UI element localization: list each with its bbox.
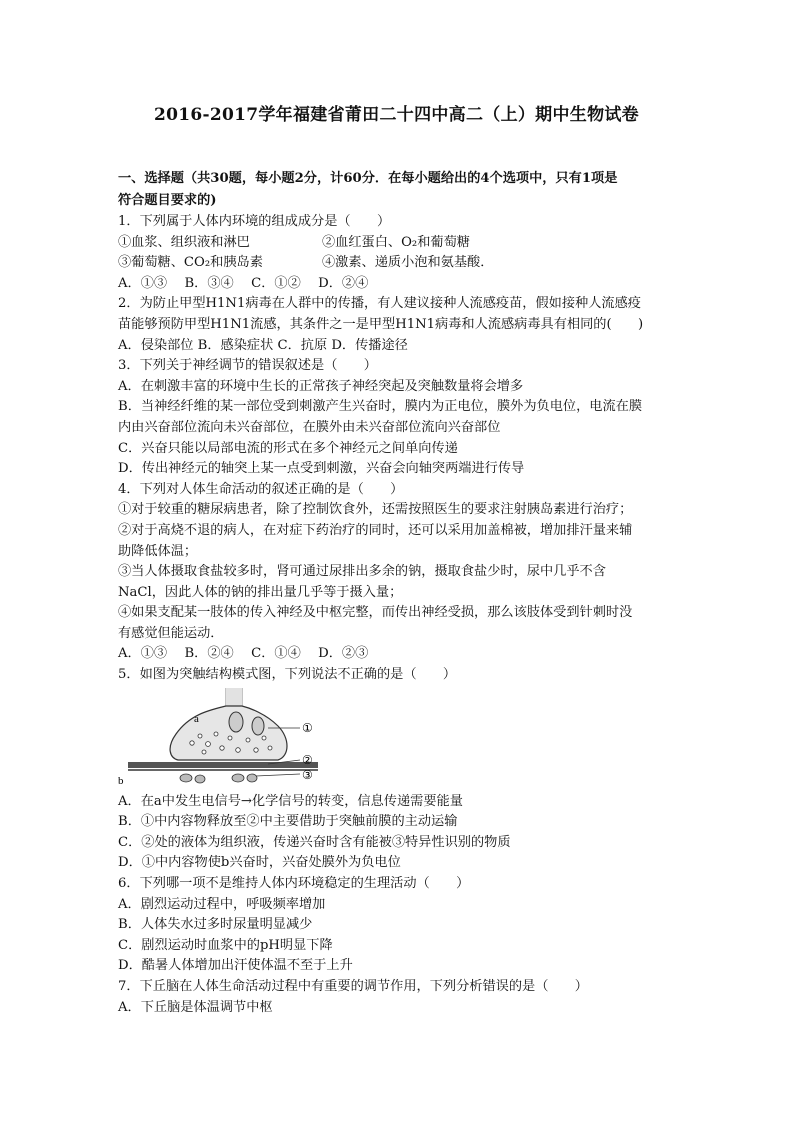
q1-option-1: ①血浆、组织液和淋巴 [118,234,250,250]
question-3-option-b: B．当神经纤维的某一部位受到刺激产生兴奋时，膜内为正电位，膜外为负电位，电流在膜 [118,399,642,415]
question-4-statement-4-cont: 有感觉但能运动． [118,625,224,641]
question-7-stem: 7．下丘脑在人体生命活动过程中有重要的调节作用，下列分析错误的是（ ） [118,979,588,994]
question-6-option-b: B．人体失水过多时尿量明显减少 [118,917,313,933]
q1-option-3: ③葡萄糖、CO₂和胰岛素 [118,255,263,271]
presynaptic-terminal [170,706,287,760]
page-title: 2016-2017学年福建省莆田二十四中高二（上）期中生物试卷 [154,105,639,125]
question-4-statement-1: ①对于较重的糖尿病患者，除了控制饮食外，还需按照医生的要求注射胰岛素进行治疗； [118,502,633,518]
question-3-stem: 3．下列关于神经调节的错误叙述是（ ） [118,358,377,374]
question-1-choices: A．①③ B．③④ C．①② D．②④ [118,275,369,291]
question-6-option-d: D．酷暑人体增加出汗使体温不至于上升 [118,958,353,974]
synapse-diagram [118,688,328,788]
question-1-options-row2 [118,253,683,274]
question-4-statement-4: ④如果支配某一肢体的传入神经及中枢完整，而传出神经受损，那么该肢体受到针刺时没 [118,605,633,621]
exam-page [118,100,683,1018]
figure-label-a: a [194,712,199,725]
question-2-stem-cont: 苗能够预防甲型H1N1流感，其条件之一是甲型H1N1病毒和人流感病毒具有相同的( ) [118,316,644,332]
question-4-statement-2-cont: 助降低体温； [118,543,198,559]
question-5-option-a: A．在a中发生电信号→化学信号的转变，信息传递需要能量 [118,793,463,809]
question-1-options-row1 [118,233,683,254]
question-3-option-a: A．在刺激丰富的环境中生长的正常孩子神经突起及突触数量将会增多 [118,378,524,394]
question-2-choices: A．侵染部位 B．感染症状 C．抗原 D．传播途径 [118,337,408,353]
question-5-option-d: D．①中内容物使b兴奋时，兴奋处膜外为负电位 [118,855,401,871]
figure-label-2: ② [302,752,313,767]
question-4-statement-2: ②对于高烧不退的病人，在对症下药治疗的同时，还可以采用加盖棉被，增加排汗量来辅 [118,522,633,538]
q1-option-2: ②血红蛋白、O₂和葡萄糖 [322,234,470,250]
question-5-option-b: B．①中内容物释放至②中主要借助于突触前膜的主动运输 [118,814,458,830]
section-heading: 一、选择题（共30题，每小题2分，计60分．在每小题给出的4个选项中，只有1项是 [118,171,618,186]
figure-label-b: b [118,774,124,787]
question-1-stem: 1．下列属于人体内环境的组成成分是（ ） [118,214,391,229]
question-4-stem: 4．下列对人体生命活动的叙述正确的是（ ） [118,481,404,497]
question-5-option-c: C．②处的液体为组织液，传递兴奋时含有能被③特异性识别的物质 [118,834,511,850]
question-3-option-d: D．传出神经元的轴突上某一点受到刺激，兴奋会向轴突两端进行传导 [118,461,525,477]
synapse-diagram-svg [118,688,328,788]
question-6-stem: 6．下列哪一项不是维持人体内环境稳定的生理活动（ ） [118,876,470,892]
question-7-option-a: A．下丘脑是体温调节中枢 [118,999,273,1015]
question-2-stem: 2．为防止甲型H1N1病毒在人群中的传播，有人建议接种人流感疫苗，假如接种人流感疫 [118,296,641,312]
question-4-choices: A．①③ B．②④ C．①④ D．②③ [118,646,369,662]
q1-option-4: ④激素、递质小泡和氨基酸． [322,255,494,271]
section-heading-cont: 符合题目要求的) [118,193,217,208]
question-6-option-c: C．剧烈运动时血浆中的pH明显下降 [118,937,333,953]
question-3-option-b-cont: 内由兴奋部位流向未兴奋部位，在膜外由未兴奋部位流向兴奋部位 [118,419,501,435]
question-4-statement-3-cont: NaCl，因此人体的钠的排出量几乎等于摄入量； [118,584,403,600]
question-3-option-c: C．兴奋只能以局部电流的形式在多个神经元之间单向传递 [118,440,458,456]
synaptic-cleft [128,762,318,768]
figure-label-3: ③ [302,767,313,782]
question-6-option-a: A．剧烈运动过程中，呼吸频率增加 [118,896,326,912]
question-5-stem: 5．如图为突触结构模式图，下列说法不正确的是（ ） [118,667,457,683]
figure-label-1: ① [302,720,313,735]
question-4-statement-3: ③当人体摄取食盐较多时，肾可通过尿排出多余的钠，摄取食盐少时，尿中几乎不含 [118,564,606,580]
